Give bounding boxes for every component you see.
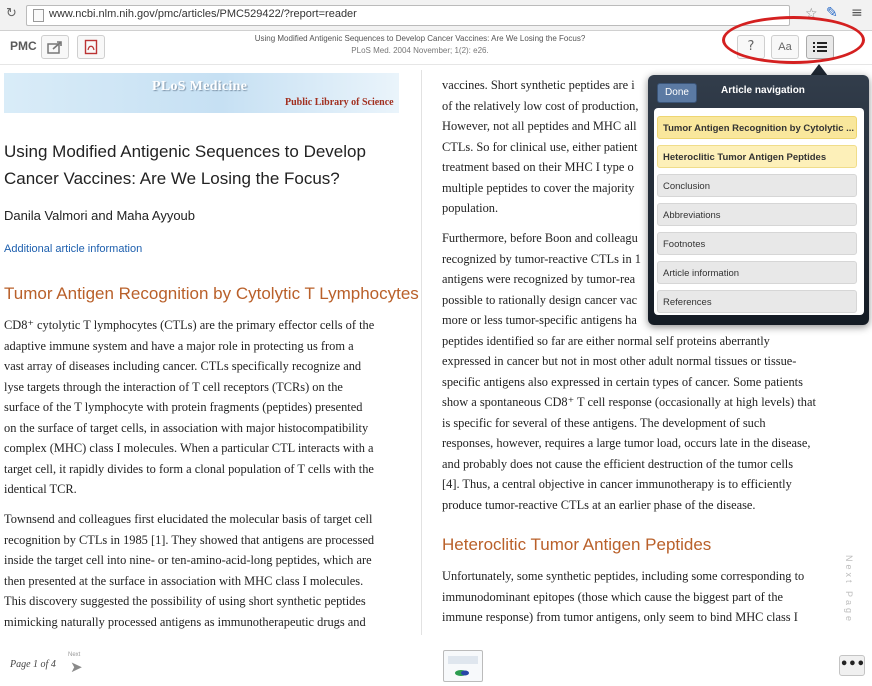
nav-item-references[interactable]: References — [657, 290, 857, 313]
nav-item-tumor-antigen-recognition[interactable]: Tumor Antigen Recognition by Cytolytic ... — [657, 116, 857, 139]
text-line: Unfortunately, some synthetic peptides, including some corresponding to — [442, 569, 805, 583]
next-label: Next — [68, 652, 81, 658]
text-line: show a spontaneous CD8⁺ T cell response (occasionally at high levels) that — [442, 395, 816, 409]
text-line: This discovery suggested the possibility of using short synthetic peptides — [4, 594, 366, 608]
done-button[interactable]: Done — [657, 83, 697, 103]
text-line: CD8⁺ cytolytic T lymphocytes (CTLs) are the primary effector cells of the — [4, 318, 375, 332]
star-icon[interactable]: ☆ — [805, 6, 818, 22]
extension-icon[interactable]: ✎ — [826, 5, 838, 21]
page-indicator: Page 1 of 4 — [10, 659, 56, 670]
navigation-list — [654, 108, 864, 315]
text-line: peptides identified so far are either normal self proteins aberrantly — [442, 333, 770, 348]
more-options-button[interactable]: ••• — [839, 655, 865, 676]
paragraph — [442, 566, 832, 628]
text-line: identical TCR. — [4, 482, 77, 496]
text-line: surface of the T lymphocyte with protein fragments (peptides) presented — [4, 400, 363, 414]
url-field[interactable] — [26, 5, 790, 26]
text-line: multiple peptides to cover the majority — [442, 180, 635, 195]
url-text[interactable]: www.ncbi.nlm.nih.gov/pmc/articles/PMC529422/?report=reader — [49, 8, 357, 20]
font-size-button[interactable]: Aa — [771, 35, 799, 59]
article-navigation-popover — [648, 75, 869, 325]
nav-item-footnotes[interactable]: Footnotes — [657, 232, 857, 255]
text-line: on the surface of target cells, in association with major histocompatibility — [4, 420, 369, 435]
text-line: However, not all peptides and MHC all — [442, 119, 637, 133]
article-authors: Danila Valmori and Maha Ayyoub — [4, 208, 196, 223]
figure-thumbnail[interactable] — [443, 650, 483, 682]
highlight-annotation-ellipse — [722, 16, 865, 64]
share-icon — [47, 40, 63, 54]
text-line: treatment based on their MHC I type o — [442, 160, 634, 174]
help-button[interactable]: ? — [737, 35, 765, 59]
pmc-logo[interactable]: PMC — [10, 39, 37, 53]
text-line: population. — [442, 201, 499, 215]
text-line: responses, however, requires a large tumor load, occurs late in the disease, — [442, 436, 811, 450]
text-line: recognition by CTLs in 1985 [1]. They showed that antigens are processed — [4, 532, 375, 547]
text-line: immunodominant epitopes (those which cause the biggest part of the — [442, 589, 784, 604]
text-line: target cell, it rapidly divides to form a clonal population of T cells with the — [4, 461, 374, 476]
text-line: CTLs. So for clinical use, either patient — [442, 139, 638, 154]
section-heading-tumor-antigen-recognition: Tumor Antigen Recognition by Cytolytic T Lymphocytes — [4, 284, 419, 303]
text-line: of the relatively low cost of production, — [442, 98, 639, 113]
text-line: immune response) from tumor antigens, only seem to bind MHC class I — [442, 610, 798, 624]
text-line: complex (MHC) class I molecules. When a particular CTL interacts with a — [4, 441, 374, 455]
text-line: is specific for several of these antigens. The development of such — [442, 415, 766, 430]
paragraph — [4, 509, 404, 632]
text-line: Furthermore, before Boon and colleagu — [442, 231, 638, 245]
banner-publisher: Public Library of Science — [285, 97, 394, 108]
banner-journal-name: PLoS Medicine — [152, 79, 248, 94]
page-icon — [33, 9, 44, 22]
text-line: vast array of diseases including cancer. CTLs specifically recognize and — [4, 359, 362, 373]
text-line: antigens were recognized by tumor-rea — [442, 272, 636, 286]
text-line: vaccines. Short synthetic peptides are i — [442, 78, 635, 92]
next-arrow-icon: ➤ — [70, 658, 83, 676]
journal-banner — [4, 73, 399, 113]
text-line: more or less tumor-specific antigens ha — [442, 313, 637, 327]
text-line: possible to rationally design cancer vac — [442, 292, 638, 307]
text-line: [4]. Thus, a central objective in cancer immunotherapy is to efficiently — [442, 477, 792, 491]
nav-item-heteroclitic-peptides[interactable]: Heteroclitic Tumor Antigen Peptides — [657, 145, 857, 168]
column-divider — [421, 70, 422, 635]
next-page-button[interactable] — [68, 652, 90, 678]
text-line: lyse targets through the interaction of T cell receptors (TCRs) on the — [4, 379, 343, 394]
figure-thumbnail-image — [444, 651, 482, 681]
text-line: and probably does not cause the efficient destruction of the tumor cells — [442, 456, 794, 471]
text-line: recognized by tumor-reactive CTLs in 1 — [442, 251, 641, 266]
next-page-side-link[interactable]: Next Page — [844, 555, 854, 625]
popover-title: Article navigation — [721, 85, 805, 96]
pdf-button[interactable] — [77, 35, 105, 59]
text-line: then presented at the surface in association with MHC class I molecules. — [4, 573, 364, 588]
text-line: produce tumor-reactive CTLs at an earlier phase of the disease. — [442, 497, 756, 512]
reload-icon[interactable]: ↻ — [6, 6, 17, 21]
share-button[interactable] — [41, 35, 69, 59]
article-title: Using Modified Antigenic Sequences to Develop Cancer Vaccines: Are We Losing the Focus? — [4, 142, 366, 188]
header-citation: PLoS Med. 2004 November; 1(2): e26. — [351, 46, 489, 55]
nav-item-article-information[interactable]: Article information — [657, 261, 857, 284]
hamburger-menu-icon[interactable]: ≡ — [851, 5, 863, 21]
nav-item-conclusion[interactable]: Conclusion — [657, 174, 857, 197]
text-line: expressed in cancer but not in most other adult normal tissues or tissue- — [442, 354, 797, 368]
additional-info-link[interactable]: Additional article information — [4, 243, 143, 255]
text-line: adaptive immune system and have a major role in protecting us from a — [4, 338, 354, 353]
paragraph — [4, 315, 404, 500]
text-line: Townsend and colleagues first elucidated the molecular basis of target cell — [4, 512, 373, 526]
pdf-icon — [84, 39, 98, 55]
text-line: mimicking naturally processed antigens as immunotherapeutic drugs and — [4, 614, 366, 629]
text-line: inside the target cell into nine- or ten-amino-acid-long peptides, which are — [4, 553, 372, 567]
nav-item-abbreviations[interactable]: Abbreviations — [657, 203, 857, 226]
header-article-title: Using Modified Antigenic Sequences to Develop Cancer Vaccines: Are We Losing the Focus? — [254, 34, 586, 43]
section-heading-heteroclitic-peptides: Heteroclitic Tumor Antigen Peptides — [442, 535, 712, 554]
text-line: specific antigens also expressed in certain types of cancer. Some patients — [442, 374, 803, 389]
